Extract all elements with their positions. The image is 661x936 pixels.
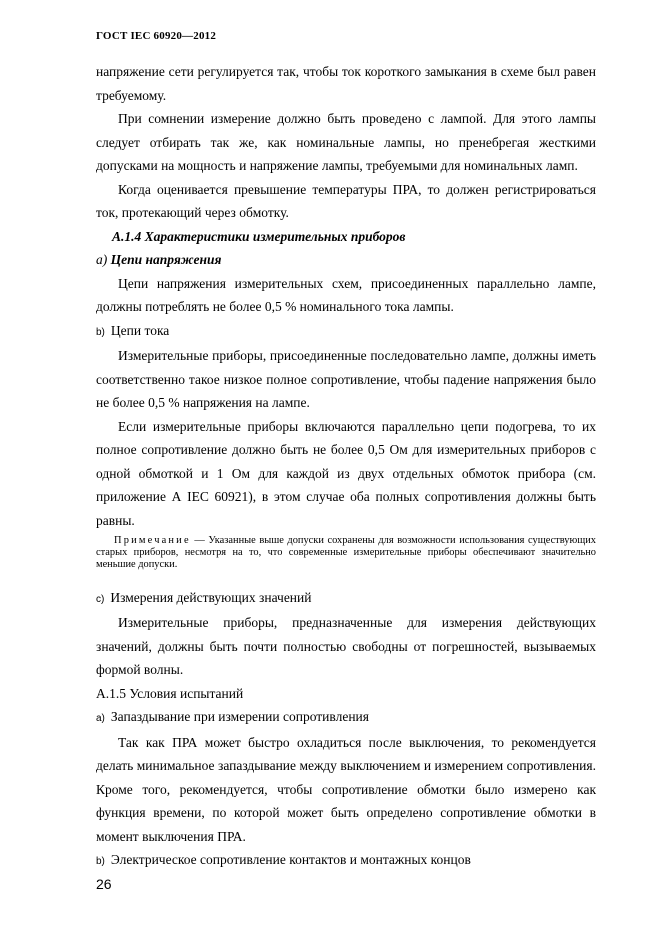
subsection-title: Цепи напряжения (110, 252, 222, 267)
paragraph: напряжение сети регулируется так, чтобы ток короткого замыкания в схеме был равен требуемому. (96, 64, 596, 103)
subsection-marker: а) (96, 713, 105, 725)
subsection-marker: с) (96, 593, 105, 605)
subsection-title: Цепи тока (110, 322, 170, 338)
paragraph: При сомнении измерение должно быть проведено с лампой. Для этого лампы следует отбирать так же, как номинальные лампы, но пренебрегая жесткими допусками на мощность и напряжение лампы, требуемыми для номинальных ламп. (96, 111, 596, 173)
subsection-heading-a (96, 248, 596, 272)
document-body (96, 60, 596, 874)
subsection-heading-b2 (96, 848, 596, 874)
paragraph: Так как ПРА может быстро охладиться после выключения, то рекомендуется делать минимальное запаздывание между выключением и измерением сопротивления. Кроме того, рекомендуется, чтобы сопротивление обмотки было измерено как функция времени, по которой может быть определено сопротивление обмотки в момент выключения ПРА. (96, 734, 596, 844)
subsection-title: Запаздывание при измерении сопротивления (110, 709, 369, 725)
paragraph: Когда оценивается превышение температуры ПРА, то должен регистрироваться ток, протекающий через обмотку. (96, 181, 596, 220)
subsection-title: Измерения действующих значений (110, 589, 312, 605)
subsection-marker: b) (96, 856, 105, 868)
subsection-marker: а) (96, 252, 108, 267)
subsection-heading-c (96, 586, 596, 612)
note (96, 535, 596, 572)
note-text: — Указанные выше допуски сохранены для возможности использования существующих старых приборов, несмотря на то, что современные измерительные приборы обеспечивают значительно меньшие допуски. (96, 535, 596, 571)
section-heading-a15: А.1.5 Условия испытаний (96, 685, 244, 701)
paragraph: Измерительные приборы, присоединенные последовательно лампе, должны иметь соответственно такое низкое полное сопротивление, чтобы падение напряжения было не более 0,5 % напряжения на лампе. (96, 348, 596, 410)
section-heading-a14: А.1.4 Характеристики измерительных приборов (112, 228, 406, 244)
page-number: 26 (96, 876, 112, 892)
paragraph: Цепи напряжения измерительных схем, присоединенных параллельно лампе, должны потреблять не более 0,5 % номинального тока лампы. (96, 275, 596, 314)
note-label: Примечание (114, 535, 191, 546)
subsection-marker: b) (96, 326, 105, 338)
subsection-title: Электрическое сопротивление контактов и монтажных концов (110, 852, 471, 868)
subsection-heading-a2 (96, 705, 596, 731)
subsection-heading-b (96, 319, 596, 345)
document-code-header: ГОСТ IEC 60920—2012 (96, 30, 217, 42)
paragraph: Измерительные приборы, предназначенные для измерения действующих значений, должны быть почти полностью свободны от погрешностей, вызываемых формой волны. (96, 615, 596, 678)
paragraph: Если измерительные приборы включаются параллельно цепи подогрева, то их полное сопротивление должно быть не более 0,5 Ом для измерительных приборов с одной обмоткой и 1 Ом для каждой из двух отдельных обмоток прибора (см. приложение А IEC 60921), в этом случае оба полных сопротивления должны быть равны. (96, 418, 596, 528)
